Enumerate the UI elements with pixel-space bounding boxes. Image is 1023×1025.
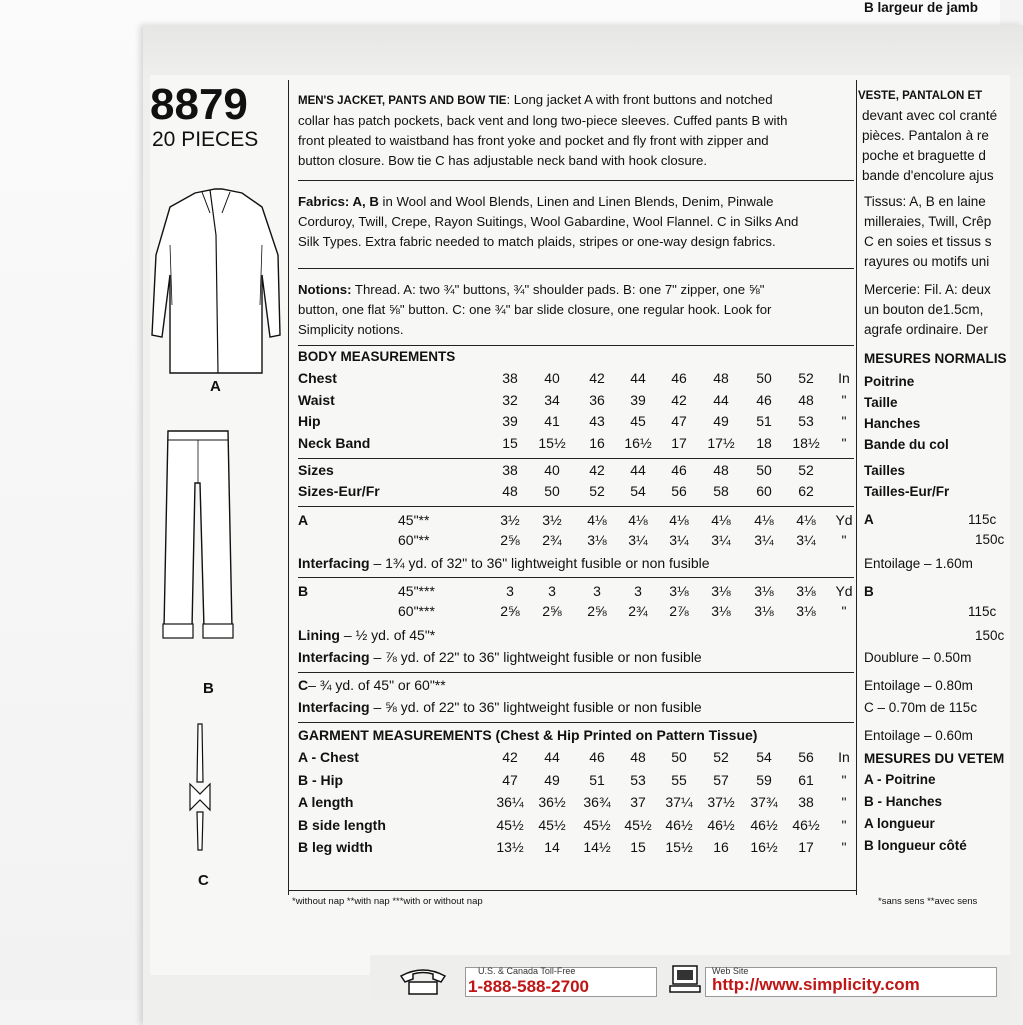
- table-cell: 50: [544, 483, 560, 499]
- divider: [298, 577, 854, 578]
- french-line: agrafe ordinaire. Der: [864, 322, 988, 337]
- table-cell: 49: [544, 771, 560, 788]
- divider: [298, 268, 854, 269]
- row-label: 60"***: [398, 603, 435, 619]
- table-cell: 48: [713, 370, 729, 386]
- french-line: poche et braguette d: [862, 148, 986, 163]
- french-line: A longueur: [864, 816, 935, 831]
- table-cell: 15: [630, 839, 646, 855]
- table-cell: 13½: [496, 839, 524, 855]
- table-cell: 3: [506, 583, 514, 599]
- table-row: [298, 603, 854, 623]
- column-divider: [288, 80, 289, 895]
- table-cell: 2¾: [628, 603, 648, 619]
- table-row: [298, 794, 854, 814]
- divider: [298, 722, 854, 723]
- table-cell: 3⅛: [796, 583, 816, 599]
- unit-cell: In: [838, 370, 850, 386]
- table-row: [298, 413, 854, 433]
- table-cell: 42: [671, 391, 687, 408]
- table-row: [298, 532, 854, 552]
- pattern-number: 8879: [150, 80, 248, 129]
- table-row: [298, 772, 854, 792]
- row-label: B side length: [298, 816, 386, 833]
- row-label: 60"**: [398, 532, 430, 548]
- table-cell: 4⅛: [711, 512, 731, 528]
- table-cell: 50: [671, 749, 687, 765]
- table-row: [298, 817, 854, 837]
- table-cell: 52: [589, 483, 605, 499]
- table-cell: 48: [798, 391, 814, 408]
- divider: [298, 458, 854, 459]
- interfacing-text: – ⅞ yd. of 22" to 36" lightweight fusible or non fusible: [369, 649, 702, 665]
- telephone-icon: [393, 962, 453, 996]
- table-cell: 57: [713, 771, 729, 788]
- table-cell: 17½: [707, 434, 735, 451]
- table-cell: 37¼: [665, 794, 693, 810]
- divider: [298, 180, 854, 181]
- table-cell: 55: [671, 771, 687, 788]
- description-line-4: button closure. Bow tie C has adjustable neck band with hook closure.: [298, 153, 708, 168]
- tollfree-label: U.S. & Canada Toll-Free: [478, 966, 576, 976]
- table-cell: 15: [502, 434, 518, 451]
- table-cell: 3⅛: [754, 603, 774, 619]
- table-cell: 46½: [707, 816, 735, 833]
- table-cell: 56: [798, 749, 814, 765]
- table-row: [298, 483, 854, 503]
- table-cell: 36: [589, 391, 605, 408]
- table-cell: 37: [630, 794, 646, 810]
- table-row: [298, 583, 854, 603]
- row-label: Sizes: [298, 462, 334, 478]
- french-line: un bouton de1.5cm,: [864, 302, 984, 317]
- table-cell: 39: [502, 413, 518, 429]
- french-line: Hanches: [864, 416, 921, 431]
- table-cell: 48: [713, 462, 729, 478]
- table-cell: 14½: [583, 839, 611, 855]
- french-line: Poitrine: [864, 374, 915, 389]
- table-cell: 40: [544, 370, 560, 386]
- table-cell: 16: [589, 434, 605, 451]
- table-cell: 2¾: [542, 532, 562, 548]
- table-cell: 42: [502, 749, 518, 765]
- french-line: pièces. Pantalon à re: [862, 128, 989, 143]
- french-line: MESURES DU VETEM: [864, 751, 1005, 766]
- table-cell: 44: [630, 462, 646, 478]
- table-cell: 41: [544, 413, 560, 429]
- interfacing-label: Interfacing: [298, 699, 370, 715]
- view-c-text: – ¾ yd. of 45" or 60"**: [308, 677, 446, 693]
- table-cell: 17: [671, 434, 687, 451]
- table-cell: 53: [798, 413, 814, 429]
- table-cell: 46: [589, 749, 605, 765]
- table-cell: 36½: [538, 794, 566, 810]
- table-cell: 60: [756, 483, 772, 499]
- table-row: [298, 462, 854, 482]
- table-cell: 16½: [624, 434, 652, 451]
- interfacing-text: – 1¾ yd. of 32" to 36" lightweight fusible or non fusible: [369, 555, 710, 571]
- table-cell: 16½: [750, 839, 778, 855]
- french-line: B longueur côté: [864, 838, 967, 853]
- french-line: bande d'encolure ajus: [862, 168, 994, 183]
- row-label: 45"***: [398, 583, 435, 599]
- unit-cell: ": [841, 391, 847, 408]
- table-cell: 3⅛: [711, 603, 731, 619]
- fabrics-line-2: Corduroy, Twill, Crepe, Rayon Suitings, Wool Gabardine, Wool Flannel. C in Silks And: [298, 214, 799, 229]
- table-cell: 37¾: [750, 794, 778, 810]
- table-cell: 44: [544, 749, 560, 765]
- table-cell: 42: [589, 462, 605, 478]
- divider: [298, 506, 854, 507]
- table-cell: 52: [798, 462, 814, 478]
- interfacing-text: – ⅝ yd. of 22" to 36" lightweight fusible or non fusible: [369, 699, 702, 715]
- table-cell: 4⅛: [754, 512, 774, 528]
- fabrics-label: Fabrics: A, B: [298, 194, 379, 209]
- french-line: VESTE, PANTALON ET: [858, 90, 983, 102]
- table-note: [298, 675, 446, 695]
- table-cell: 34: [544, 391, 560, 408]
- table-cell: 2⅝: [542, 603, 562, 619]
- french-line: C – 0.70m de 115c: [864, 700, 978, 715]
- table-cell: 3¼: [628, 532, 648, 548]
- table-cell: 3¼: [711, 532, 731, 548]
- lining-text: – ½ yd. of 45"*: [340, 627, 436, 643]
- table-note: [298, 697, 702, 717]
- unit-cell: ": [841, 603, 847, 619]
- divider: [298, 672, 854, 673]
- notions-line-1: Thread. A: two ¾" buttons, ¾" shoulder pads. B: one 7" zipper, one ⅝": [351, 282, 765, 297]
- table-cell: 45½: [538, 816, 566, 833]
- table-cell: 62: [798, 483, 814, 499]
- unit-cell: Yd: [835, 512, 853, 528]
- table-cell: 50: [756, 462, 772, 478]
- table-cell: 48: [630, 749, 646, 765]
- table-cell: 54: [756, 749, 772, 765]
- french-line: Entoilage – 0.60m: [864, 728, 973, 743]
- notions-line-2: button, one flat ⅝" button. C: one ¾" bar slide closure, one regular hook. Look for: [298, 302, 772, 317]
- table-row: [298, 839, 854, 859]
- table-cell: 15½: [538, 434, 566, 451]
- table-cell: 51: [756, 413, 772, 429]
- table-cell: 3⅛: [711, 583, 731, 599]
- table-note: [298, 647, 702, 667]
- table-cell: 61: [798, 771, 814, 788]
- table-cell: 36¼: [496, 794, 524, 810]
- table-cell: 46½: [792, 816, 820, 833]
- table-cell: 3¼: [669, 532, 689, 548]
- interfacing-label: Interfacing: [298, 555, 370, 571]
- web-label: Web Site: [712, 966, 749, 976]
- table-cell: 39: [630, 391, 646, 408]
- table-cell: 47: [502, 771, 518, 788]
- row-label: Hip: [298, 413, 321, 429]
- french-line: 150c: [975, 628, 1005, 643]
- table-cell: 3½: [542, 512, 562, 528]
- table-cell: 47: [671, 413, 687, 429]
- french-line: 115c: [968, 604, 997, 619]
- phone-number[interactable]: 1-888-588-2700: [468, 977, 589, 996]
- french-line: Mercerie: Fil. A: deux: [864, 282, 991, 297]
- unit-cell: ": [841, 413, 847, 429]
- description-line-1: : Long jacket A with front buttons and notched: [506, 92, 773, 107]
- footnote: *without nap **with nap ***with or without nap: [292, 896, 483, 907]
- fabrics-block: [298, 192, 854, 252]
- notions-block: [298, 280, 854, 340]
- table-cell: 36¾: [583, 794, 611, 810]
- table-row: [298, 435, 854, 455]
- pants-illustration: [160, 428, 235, 643]
- table-cell: 16: [713, 839, 729, 855]
- table-cell: 48: [502, 483, 518, 499]
- unit-cell: ": [841, 839, 847, 855]
- french-line: C en soies et tissus s: [864, 234, 992, 249]
- computer-icon: [668, 962, 702, 996]
- table-cell: 3½: [500, 512, 520, 528]
- table-cell: 51: [589, 771, 605, 788]
- table-cell: 4⅛: [587, 512, 607, 528]
- description-title: MEN'S JACKET, PANTS AND BOW TIE: [298, 95, 507, 107]
- unit-cell: ": [841, 771, 847, 788]
- table-cell: 38: [502, 462, 518, 478]
- row-label: 45"**: [398, 512, 430, 528]
- french-line: B: [864, 584, 874, 599]
- divider: [288, 890, 856, 891]
- french-line: Tissus: A, B en laine: [864, 194, 986, 209]
- row-label: B leg width: [298, 839, 373, 855]
- interfacing-label: Interfacing: [298, 649, 370, 665]
- row-label: B - Hip: [298, 771, 344, 788]
- table-cell: 52: [713, 749, 729, 765]
- figure-label-a: A: [210, 378, 221, 395]
- fabrics-line-3: Silk Types. Extra fabric needed to match plaids, stripes or one-way design fabrics.: [298, 234, 776, 249]
- figure-label-c: C: [198, 872, 209, 889]
- table-cell: 59: [756, 771, 772, 788]
- row-label: A - Chest: [298, 749, 359, 765]
- french-line: B - Hanches: [864, 794, 943, 809]
- pieces-count: 20 PIECES: [152, 128, 259, 151]
- table-cell: 45½: [624, 816, 652, 833]
- table-cell: 18: [756, 434, 772, 451]
- table-cell: 40: [544, 462, 560, 478]
- description-block: [298, 90, 854, 171]
- french-line: milleraies, Twill, Crêp: [864, 214, 992, 229]
- row-label: Neck Band: [298, 434, 371, 451]
- table-cell: 3⅛: [669, 583, 689, 599]
- table-cell: 54: [630, 483, 646, 499]
- table-cell: 3¼: [796, 532, 816, 548]
- table-cell: 3⅛: [796, 603, 816, 619]
- table-cell: 46: [756, 391, 772, 408]
- french-line: Entoilage – 1.60m: [864, 556, 973, 571]
- table-cell: 45: [630, 413, 646, 429]
- table-cell: 49: [713, 413, 729, 429]
- description-line-3: front pleated to waistband has front yoke and pocket and fly front with zipper and: [298, 133, 769, 148]
- table-cell: 43: [589, 413, 605, 429]
- unit-cell: Yd: [835, 583, 853, 599]
- french-line: Doublure – 0.50m: [864, 650, 972, 665]
- french-line: devant avec col cranté: [862, 108, 998, 123]
- table-cell: 3: [593, 583, 601, 599]
- french-line: 150c: [975, 532, 1005, 547]
- table-cell: 44: [713, 391, 729, 408]
- table-cell: 50: [756, 370, 772, 386]
- row-label: A length: [298, 794, 354, 810]
- table-cell: 3: [634, 583, 642, 599]
- table-cell: 46: [671, 462, 687, 478]
- table-cell: 3: [548, 583, 556, 599]
- description-line-2: collar has patch pockets, back vent and long two-piece sleeves. Cuffed pants B with: [298, 113, 788, 128]
- french-line: Entoilage – 0.80m: [864, 678, 973, 693]
- unit-cell: ": [841, 532, 847, 548]
- french-line: Taille: [864, 395, 898, 410]
- table-row: [298, 749, 854, 769]
- garment-measurements-title: GARMENT MEASUREMENTS (Chest & Hip Printed on Pattern Tissue): [298, 727, 758, 743]
- row-label: Chest: [298, 370, 337, 386]
- table-cell: 58: [713, 483, 729, 499]
- table-cell: 46: [671, 370, 687, 386]
- table-row: [298, 512, 854, 532]
- french-line: B largeur de jamb: [864, 0, 979, 15]
- jacket-illustration: [150, 185, 285, 380]
- table-cell: 46½: [665, 816, 693, 833]
- table-cell: 2⅝: [587, 603, 607, 619]
- body-measurements-title: BODY MEASUREMENTS: [298, 349, 456, 364]
- french-line: MESURES NORMALIS: [864, 351, 1007, 366]
- table-cell: 2⅝: [500, 603, 520, 619]
- table-cell: 15½: [665, 839, 693, 855]
- table-cell: 52: [798, 370, 814, 386]
- table-note: [298, 625, 435, 645]
- unit-cell: ": [841, 816, 847, 833]
- unit-cell: ": [841, 794, 847, 810]
- website-link[interactable]: http://www.simplicity.com: [712, 975, 920, 994]
- french-line: rayures ou motifs uni: [864, 254, 990, 269]
- table-cell: 18½: [792, 434, 820, 451]
- table-cell: 2⅞: [669, 603, 689, 619]
- notions-line-3: Simplicity notions.: [298, 322, 404, 337]
- table-cell: 3⅛: [754, 583, 774, 599]
- unit-cell: ": [841, 434, 847, 451]
- fabrics-line-1: in Wool and Wool Blends, Linen and Linen Blends, Denim, Pinwale: [378, 194, 774, 209]
- french-footnote: *sans sens **avec sens: [878, 896, 978, 907]
- table-cell: 38: [502, 370, 518, 386]
- french-line: A: [864, 512, 874, 527]
- table-cell: 3¼: [754, 532, 774, 548]
- bow-tie-illustration: [185, 722, 215, 857]
- table-cell: 38: [798, 794, 814, 810]
- divider: [298, 345, 854, 346]
- view-a-label: A: [298, 512, 309, 528]
- table-cell: 14: [544, 839, 560, 855]
- table-note: [298, 553, 710, 573]
- table-cell: 37½: [707, 794, 735, 810]
- unit-cell: In: [838, 749, 850, 765]
- table-cell: 2⅝: [500, 532, 520, 548]
- lining-label: Lining: [298, 627, 340, 643]
- table-cell: 56: [671, 483, 687, 499]
- view-c-label: C: [298, 677, 309, 693]
- table-cell: 46½: [750, 816, 778, 833]
- table-cell: 4⅛: [628, 512, 648, 528]
- table-cell: 4⅛: [796, 512, 816, 528]
- table-cell: 45½: [583, 816, 611, 833]
- french-line: A - Poitrine: [864, 772, 936, 787]
- notions-label: Notions:: [298, 282, 352, 297]
- french-line: Tailles: [864, 463, 906, 478]
- figure-label-b: B: [203, 680, 214, 697]
- french-line: 115c: [968, 512, 997, 527]
- table-cell: 44: [630, 370, 646, 386]
- table-row: [298, 392, 854, 412]
- view-b-label: B: [298, 583, 309, 599]
- table-cell: 4⅛: [669, 512, 689, 528]
- table-row: [298, 370, 854, 390]
- table-cell: 53: [630, 771, 646, 788]
- table-cell: 3⅛: [587, 532, 607, 548]
- french-line: Bande du col: [864, 437, 949, 452]
- table-cell: 17: [798, 839, 814, 855]
- table-cell: 32: [502, 391, 518, 408]
- french-line: Tailles-Eur/Fr: [864, 484, 950, 499]
- row-label: Waist: [298, 391, 335, 408]
- row-label: Sizes-Eur/Fr: [298, 483, 380, 499]
- table-cell: 42: [589, 370, 605, 386]
- table-cell: 45½: [496, 816, 524, 833]
